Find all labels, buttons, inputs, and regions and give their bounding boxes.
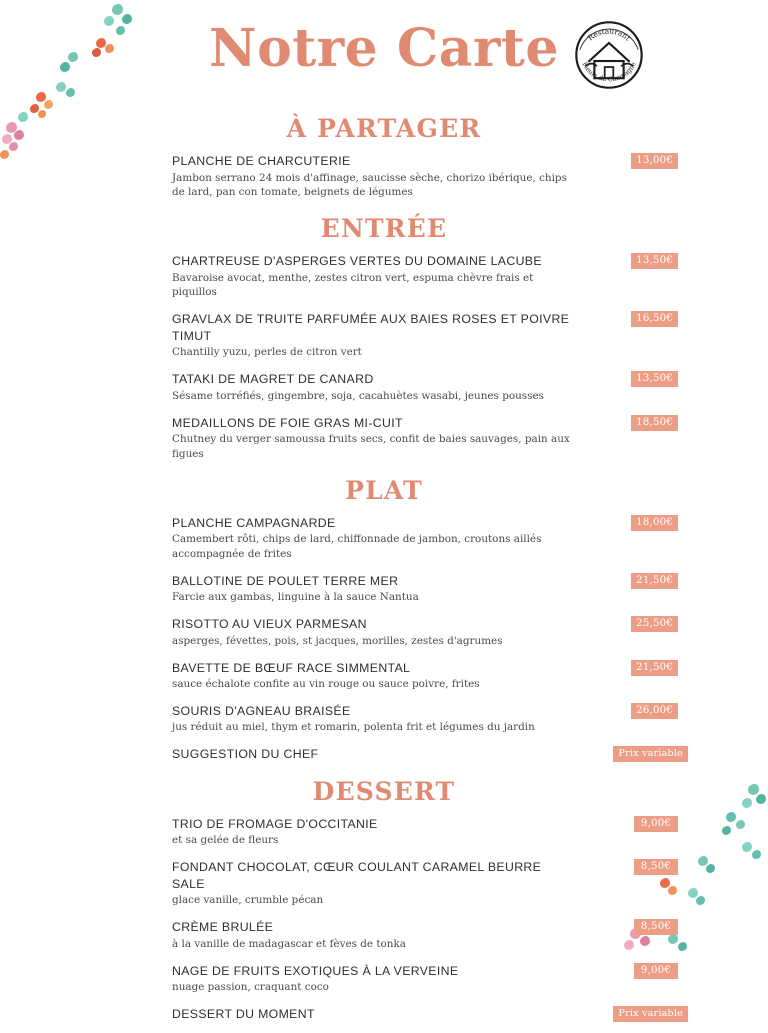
- menu-item-name: DESSERT DU MOMENT: [172, 1006, 315, 1021]
- svg-text:Restaurant: Restaurant: [585, 26, 633, 43]
- menu-item-description: Sésame torréfiés, gingembre, soja, cacahuètes wasabi, jeunes pousses: [172, 389, 544, 402]
- menu-section-plat: [0, 476, 768, 763]
- restaurant-logo: [566, 12, 652, 98]
- menu-item: [172, 746, 683, 763]
- menu-item: [172, 919, 672, 951]
- menu-item-name: MEDAILLONS DE FOIE GRAS MI-CUIT: [172, 415, 403, 430]
- menu-item-name: GRAVLAX DE TRUITE PARFUMÉE AUX BAIES ROSES ET POIVRE TIMUT: [172, 312, 570, 343]
- menu-item: [172, 311, 673, 360]
- section-items: [0, 253, 768, 462]
- menu-item: [172, 415, 673, 462]
- menu-item-price: 8,50€: [634, 859, 678, 875]
- menu-item-description: Camembert rôti, chips de lard, chiffonnade de jambon, croutons aillés accompagnée de frites: [172, 533, 542, 561]
- menu-item-price: 9,00€: [634, 963, 678, 979]
- menu-item-description: nuage passion, craquant coco: [172, 981, 329, 994]
- section-title: DESSERT: [312, 776, 456, 806]
- menu-item-name: SUGGESTION DU CHEF: [172, 747, 319, 762]
- section-items: [0, 515, 768, 763]
- menu-item-name: BALLOTINE DE POULET TERRE MER: [172, 573, 399, 588]
- menu-item-price: 16,50€: [631, 311, 678, 327]
- menu-item-name: RISOTTO AU VIEUX PARMESAN: [172, 617, 367, 632]
- menu-item-description: asperges, févettes, pois, st jacques, morilles, zestes d'agrumes: [172, 634, 503, 647]
- menu-item: [172, 963, 672, 995]
- menu-item-price: 18,50€: [631, 415, 678, 431]
- section-items: [0, 153, 768, 200]
- svg-text:Fleurs de Campagne: Fleurs de Campagne: [580, 60, 638, 84]
- menu-item-price: 13,00€: [631, 153, 678, 169]
- menu-item: [172, 153, 673, 200]
- menu-item-description: sauce échalote confite au vin rouge ou sauce poivre, frites: [172, 678, 480, 691]
- menu-item-name: TRIO DE FROMAGE D'OCCITANIE: [172, 816, 378, 831]
- menu-item-price: 13,50€: [631, 253, 678, 269]
- menu-item-name: BAVETTE DE BŒUF RACE SIMMENTAL: [172, 660, 411, 675]
- menu-item-description: Farcie aux gambas, linguine à la sauce Nantua: [172, 591, 419, 604]
- menu-item-price: 25,50€: [631, 616, 678, 632]
- menu-item: [172, 660, 673, 692]
- menu-item: [172, 515, 673, 562]
- menu-item: [172, 253, 673, 300]
- page-title: Notre Carte: [209, 18, 559, 79]
- section-title: À PARTAGER: [286, 114, 482, 143]
- menu-item-name: PLANCHE DE CHARCUTERIE: [172, 154, 351, 168]
- menu-item-name: CHARTREUSE D'ASPERGES VERTES DU DOMAINE LACUBE: [172, 254, 542, 269]
- menu-item-description: jus réduit au miel, thym et romarin, polenta frit et légumes du jardin: [172, 721, 535, 734]
- menu-item: [172, 859, 672, 908]
- menu-item-name: FONDANT CHOCOLAT, CŒUR COULANT CARAMEL BEURRE SALE: [172, 860, 542, 891]
- menu-item-description: et sa gelée de fleurs: [172, 834, 279, 847]
- menu-item-price: 26,00€: [631, 703, 678, 719]
- menu-item-name: CRÈME BRULÉE: [172, 920, 274, 935]
- menu-item-name: SOURIS D'AGNEAU BRAISÉE: [172, 703, 351, 718]
- menu-item: [172, 1006, 683, 1023]
- menu-item-description: à la vanille de madagascar et fèves de tonka: [172, 937, 406, 950]
- section-title: PLAT: [345, 475, 423, 505]
- menu-item: [172, 616, 673, 648]
- petal-icon: [66, 88, 75, 97]
- petal-icon: [56, 82, 66, 92]
- menu-item-price: 21,50€: [631, 573, 678, 589]
- menu-item: [172, 371, 673, 403]
- menu-content: [0, 100, 768, 1033]
- petal-icon: [112, 4, 123, 15]
- menu-item: [172, 816, 672, 848]
- menu-item-description: Bavaroise avocat, menthe, zestes citron vert, espuma chèvre frais et piquillos: [172, 271, 534, 299]
- menu-item-price: 13,50€: [631, 371, 678, 387]
- menu-item-price: 9,00€: [634, 816, 678, 832]
- menu-item-price: 8,50€: [634, 919, 678, 935]
- menu-item-name: PLANCHE CAMPAGNARDE: [172, 515, 336, 530]
- menu-item-description: glace vanille, crumble pécan: [172, 894, 324, 907]
- menu-item-price: 21,50€: [631, 660, 678, 676]
- menu-item-name: TATAKI DE MAGRET DE CANARD: [172, 372, 374, 387]
- menu-item-price: Prix variable: [613, 746, 688, 762]
- menu-item: [172, 573, 673, 605]
- menu-section-dessert: [0, 777, 768, 1023]
- menu-item-price: 18,00€: [631, 515, 678, 531]
- menu-section-a-partager: [0, 114, 768, 200]
- menu-section-entree: [0, 214, 768, 462]
- menu-item-description: Jambon serrano 24 mois d'affinage, saucisse sèche, chorizo ibérique, chips de lard, pan con tomate, beignets de légumes: [172, 171, 567, 199]
- menu-item-name: NAGE DE FRUITS EXOTIQUES À LA VERVEINE: [172, 963, 459, 978]
- menu-item-description: Chutney du verger samoussa fruits secs, confit de baies sauvages, pain aux figues: [172, 433, 570, 460]
- menu-item: [172, 703, 673, 735]
- section-items: [0, 816, 768, 1023]
- menu-item-description: Chantilly yuzu, perles de citron vert: [172, 346, 362, 359]
- menu-item-price: Prix variable: [613, 1006, 688, 1022]
- section-title: ENTRÉE: [320, 214, 448, 244]
